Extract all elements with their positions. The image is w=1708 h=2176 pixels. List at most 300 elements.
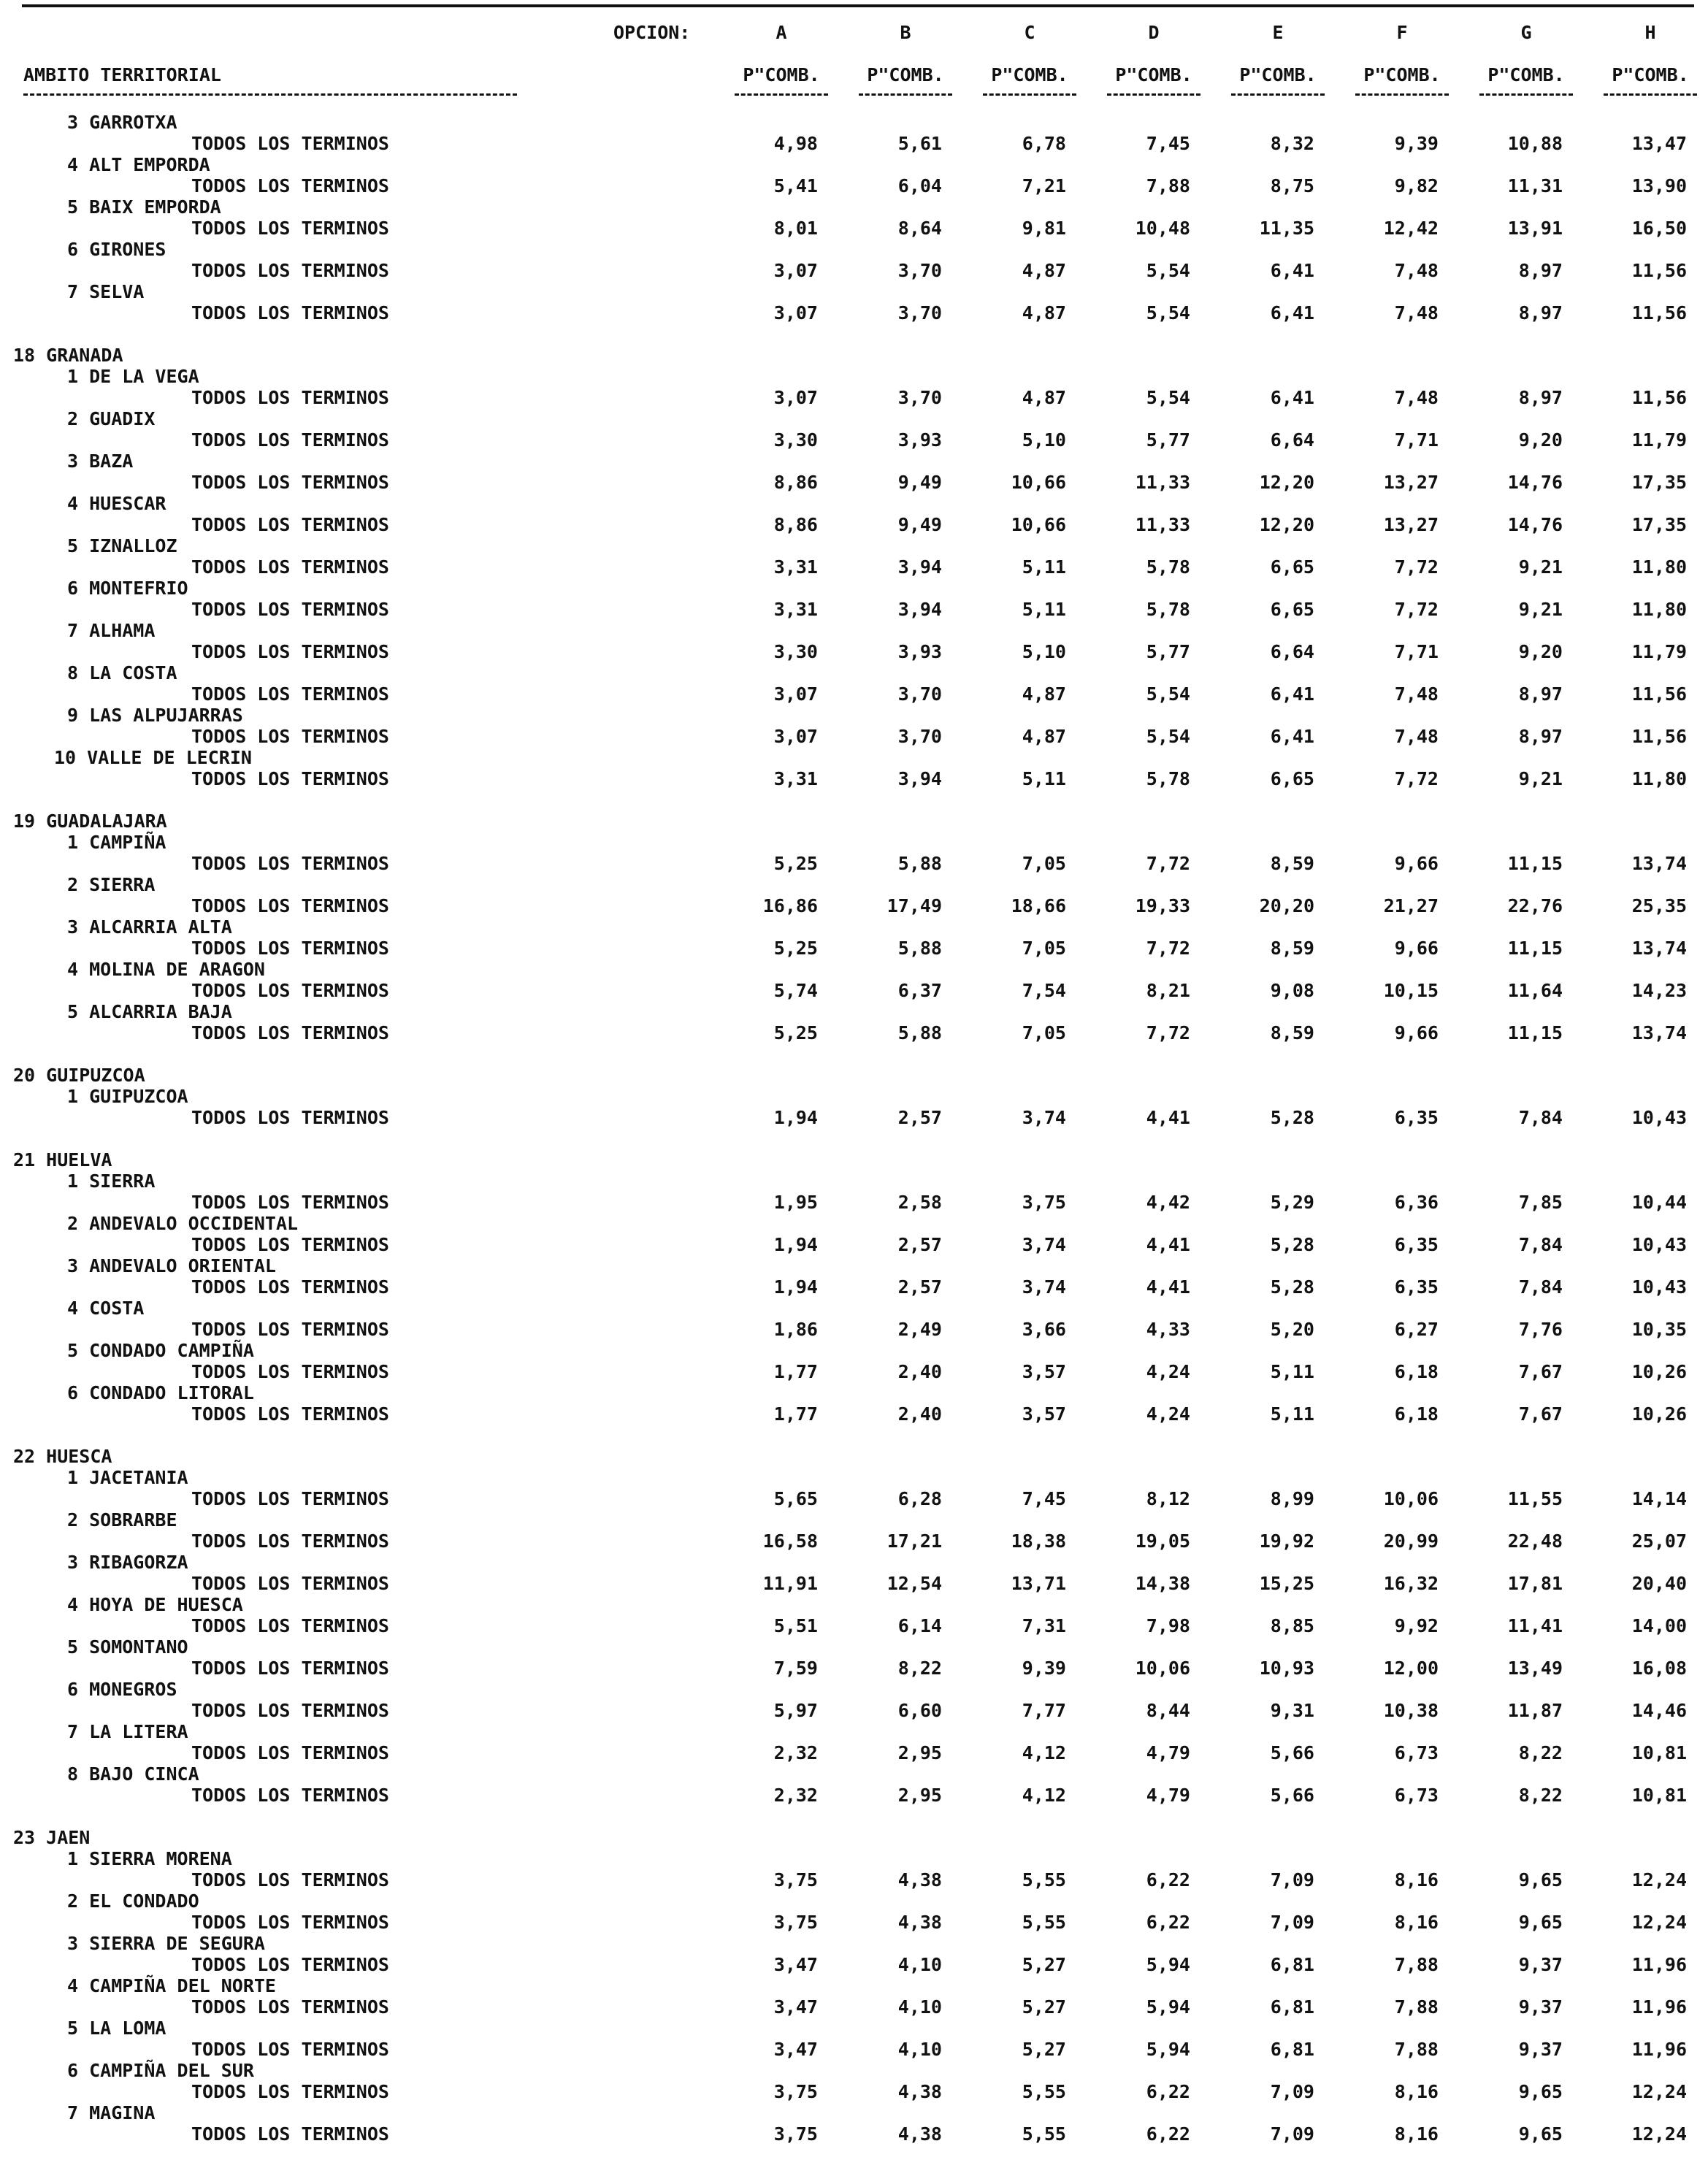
value-option-f: 10,38 (1383, 1700, 1439, 1721)
value-option-g: 11,55 (1507, 1488, 1563, 1509)
value-option-a: 3,30 (773, 641, 818, 662)
value-option-b: 6,60 (897, 1700, 942, 1721)
comarca-row (0, 154, 1708, 175)
value-option-b: 5,61 (897, 133, 942, 154)
value-option-h: 12,24 (1631, 1869, 1687, 1890)
comarca-label: 3 BAZA (67, 451, 134, 472)
value-option-b: 3,70 (897, 726, 942, 747)
terminos-row (0, 514, 1708, 535)
comarca-row (0, 1509, 1708, 1531)
value-option-f: 7,72 (1394, 768, 1439, 789)
value-option-g: 9,21 (1518, 599, 1563, 620)
value-option-f: 7,48 (1394, 726, 1439, 747)
value-option-g: 7,67 (1518, 1403, 1563, 1425)
value-option-h: 13,90 (1631, 175, 1687, 196)
value-option-e: 7,09 (1270, 1869, 1314, 1890)
terminos-row (0, 260, 1708, 281)
value-option-d: 8,12 (1146, 1488, 1190, 1509)
comarca-label: 9 LAS ALPUJARRAS (67, 705, 243, 726)
value-option-e: 5,11 (1270, 1403, 1314, 1425)
terminos-label: TODOS LOS TERMINOS (191, 768, 389, 789)
value-option-h: 11,96 (1631, 2039, 1687, 2060)
terminos-row (0, 599, 1708, 620)
value-option-e: 12,20 (1259, 514, 1314, 535)
value-option-d: 19,05 (1135, 1531, 1190, 1552)
province-row (0, 1446, 1708, 1467)
value-option-b: 2,40 (897, 1361, 942, 1382)
comarca-row (0, 1552, 1708, 1573)
value-option-d: 5,77 (1146, 641, 1190, 662)
value-option-g: 9,65 (1518, 2081, 1563, 2102)
terminos-row (0, 895, 1708, 916)
value-option-b: 8,64 (897, 218, 942, 239)
terminos-label: TODOS LOS TERMINOS (191, 1107, 389, 1128)
value-option-a: 3,30 (773, 429, 818, 451)
value-option-h: 13,74 (1631, 1022, 1687, 1043)
value-option-g: 11,87 (1507, 1700, 1563, 1721)
value-option-d: 5,77 (1146, 429, 1190, 451)
value-option-b: 2,49 (897, 1319, 942, 1340)
value-option-h: 14,14 (1631, 1488, 1687, 1509)
terminos-label: TODOS LOS TERMINOS (191, 1658, 389, 1679)
comarca-row (0, 1763, 1708, 1785)
value-option-e: 6,41 (1270, 726, 1314, 747)
value-option-b: 3,70 (897, 683, 942, 705)
terminos-label: TODOS LOS TERMINOS (191, 175, 389, 196)
value-option-f: 13,27 (1383, 472, 1439, 493)
value-option-c: 5,55 (1022, 1912, 1066, 1933)
comarca-label: 1 CAMPIÑA (67, 832, 166, 853)
comarca-row (0, 239, 1708, 260)
value-option-a: 3,07 (773, 302, 818, 323)
value-option-c: 5,27 (1022, 1996, 1066, 2018)
terminos-row (0, 1573, 1708, 1594)
comarca-row (0, 1848, 1708, 1869)
value-option-a: 3,75 (773, 1912, 818, 1933)
value-option-f: 13,27 (1383, 514, 1439, 535)
value-option-c: 18,66 (1011, 895, 1066, 916)
value-option-f: 6,35 (1394, 1276, 1439, 1298)
value-option-c: 4,87 (1022, 260, 1066, 281)
value-option-f: 9,66 (1394, 853, 1439, 874)
value-option-c: 5,11 (1022, 768, 1066, 789)
value-option-h: 10,43 (1631, 1234, 1687, 1255)
option-letter-f: F (1396, 22, 1408, 43)
value-option-d: 6,22 (1146, 2123, 1190, 2145)
comarca-label: 6 CONDADO LITORAL (67, 1382, 254, 1403)
terminos-label: TODOS LOS TERMINOS (191, 2039, 389, 2060)
option-letter-c: C (1024, 22, 1035, 43)
value-option-e: 19,92 (1259, 1531, 1314, 1552)
terminos-row (0, 1531, 1708, 1552)
value-option-a: 5,25 (773, 938, 818, 959)
value-option-f: 10,15 (1383, 980, 1439, 1001)
province-label: 18 GRANADA (13, 345, 123, 366)
comarca-label: 8 LA COSTA (67, 662, 177, 683)
option-letter-b: B (900, 22, 911, 43)
value-option-e: 6,65 (1270, 556, 1314, 578)
value-option-h: 11,80 (1631, 599, 1687, 620)
value-option-f: 21,27 (1383, 895, 1439, 916)
terminos-label: TODOS LOS TERMINOS (191, 260, 389, 281)
value-option-d: 5,54 (1146, 726, 1190, 747)
value-option-d: 4,79 (1146, 1742, 1190, 1763)
value-option-f: 8,16 (1394, 2081, 1439, 2102)
comarca-row (0, 662, 1708, 683)
value-option-a: 3,31 (773, 599, 818, 620)
comarca-label: 4 COSTA (67, 1298, 145, 1319)
province-label: 23 JAEN (13, 1827, 91, 1848)
value-option-d: 4,33 (1146, 1319, 1190, 1340)
value-option-h: 25,07 (1631, 1531, 1687, 1552)
value-option-g: 8,97 (1518, 387, 1563, 408)
option-underline-e (1231, 93, 1325, 96)
comarca-row (0, 112, 1708, 133)
terminos-label: TODOS LOS TERMINOS (191, 556, 389, 578)
value-option-b: 4,38 (897, 1912, 942, 1933)
value-option-c: 4,87 (1022, 302, 1066, 323)
comarca-label: 2 EL CONDADO (67, 1890, 199, 1912)
terminos-label: TODOS LOS TERMINOS (191, 895, 389, 916)
option-underline-b (859, 93, 952, 96)
comarca-label: 4 CAMPIÑA DEL NORTE (67, 1975, 276, 1996)
value-option-b: 4,10 (897, 1996, 942, 2018)
value-option-c: 5,27 (1022, 2039, 1066, 2060)
comarca-label: 5 ALCARRIA BAJA (67, 1001, 232, 1022)
comarca-label: 6 MONEGROS (67, 1679, 177, 1700)
terminos-label: TODOS LOS TERMINOS (191, 1361, 389, 1382)
value-option-f: 7,48 (1394, 387, 1439, 408)
value-option-b: 2,40 (897, 1403, 942, 1425)
option-underline-c (983, 93, 1076, 96)
value-option-f: 7,48 (1394, 260, 1439, 281)
terminos-row (0, 1742, 1708, 1763)
ambito-territorial-label: AMBITO TERRITORIAL (23, 64, 221, 85)
terminos-row (0, 853, 1708, 874)
comarca-row (0, 2102, 1708, 2123)
province-label: 20 GUIPUZCOA (13, 1065, 145, 1086)
value-option-f: 7,48 (1394, 683, 1439, 705)
value-option-g: 22,48 (1507, 1531, 1563, 1552)
value-option-c: 3,74 (1022, 1276, 1066, 1298)
value-option-c: 6,78 (1022, 133, 1066, 154)
comarca-label: 1 SIERRA (67, 1171, 156, 1192)
comarca-row (0, 1933, 1708, 1954)
comarca-label: 5 SOMONTANO (67, 1636, 188, 1658)
value-option-a: 3,47 (773, 1996, 818, 2018)
comarca-row (0, 1255, 1708, 1276)
value-option-g: 8,97 (1518, 302, 1563, 323)
terminos-label: TODOS LOS TERMINOS (191, 1573, 389, 1594)
comarca-label: 3 GARROTXA (67, 112, 177, 133)
terminos-label: TODOS LOS TERMINOS (191, 1403, 389, 1425)
value-option-h: 14,23 (1631, 980, 1687, 1001)
value-option-a: 3,47 (773, 1954, 818, 1975)
value-option-h: 16,50 (1631, 218, 1687, 239)
value-option-f: 9,39 (1394, 133, 1439, 154)
value-option-f: 7,88 (1394, 1954, 1439, 1975)
province-label: 21 HUELVA (13, 1149, 112, 1171)
value-option-f: 7,71 (1394, 641, 1439, 662)
value-option-e: 7,09 (1270, 2123, 1314, 2145)
value-option-g: 9,37 (1518, 1996, 1563, 2018)
terminos-label: TODOS LOS TERMINOS (191, 2081, 389, 2102)
terminos-row (0, 1869, 1708, 1890)
terminos-row (0, 2039, 1708, 2060)
value-option-h: 11,56 (1631, 302, 1687, 323)
value-option-f: 6,73 (1394, 1742, 1439, 1763)
terminos-row (0, 302, 1708, 323)
value-option-f: 6,73 (1394, 1785, 1439, 1806)
value-option-h: 13,74 (1631, 938, 1687, 959)
value-option-h: 10,43 (1631, 1107, 1687, 1128)
value-option-g: 8,97 (1518, 726, 1563, 747)
value-option-e: 6,81 (1270, 1954, 1314, 1975)
value-option-g: 7,84 (1518, 1276, 1563, 1298)
terminos-label: TODOS LOS TERMINOS (191, 429, 389, 451)
comarca-row (0, 1636, 1708, 1658)
value-option-b: 3,93 (897, 641, 942, 662)
terminos-label: TODOS LOS TERMINOS (191, 302, 389, 323)
terminos-row (0, 1785, 1708, 1806)
value-option-d: 7,98 (1146, 1615, 1190, 1636)
province-row (0, 1827, 1708, 1848)
comarca-label: 10 VALLE DE LECRIN (54, 747, 252, 768)
value-option-h: 10,81 (1631, 1742, 1687, 1763)
value-option-a: 4,98 (773, 133, 818, 154)
province-label: 19 GUADALAJARA (13, 811, 167, 832)
value-option-f: 6,18 (1394, 1403, 1439, 1425)
value-option-h: 13,74 (1631, 853, 1687, 874)
value-option-h: 11,80 (1631, 556, 1687, 578)
province-row (0, 1149, 1708, 1171)
value-option-h: 12,24 (1631, 2081, 1687, 2102)
value-option-d: 11,33 (1135, 472, 1190, 493)
value-option-b: 5,88 (897, 853, 942, 874)
terminos-label: TODOS LOS TERMINOS (191, 1276, 389, 1298)
value-option-b: 4,38 (897, 1869, 942, 1890)
value-option-b: 6,14 (897, 1615, 942, 1636)
value-option-a: 5,65 (773, 1488, 818, 1509)
value-option-e: 7,09 (1270, 2081, 1314, 2102)
comarca-row (0, 832, 1708, 853)
terminos-row (0, 472, 1708, 493)
terminos-label: TODOS LOS TERMINOS (191, 683, 389, 705)
comarca-label: 4 HUESCAR (67, 493, 166, 514)
value-option-d: 5,78 (1146, 556, 1190, 578)
value-option-e: 6,65 (1270, 768, 1314, 789)
value-option-b: 4,10 (897, 1954, 942, 1975)
value-option-h: 10,35 (1631, 1319, 1687, 1340)
value-option-g: 7,85 (1518, 1192, 1563, 1213)
value-option-h: 20,40 (1631, 1573, 1687, 1594)
comarca-row (0, 1679, 1708, 1700)
value-option-h: 10,81 (1631, 1785, 1687, 1806)
value-option-f: 12,42 (1383, 218, 1439, 239)
value-option-e: 8,32 (1270, 133, 1314, 154)
comarca-row (0, 451, 1708, 472)
ambito-underline (23, 93, 517, 96)
terminos-row (0, 768, 1708, 789)
value-option-c: 7,05 (1022, 1022, 1066, 1043)
value-option-c: 3,57 (1022, 1403, 1066, 1425)
value-option-c: 7,05 (1022, 853, 1066, 874)
value-option-d: 4,41 (1146, 1276, 1190, 1298)
value-option-d: 4,42 (1146, 1192, 1190, 1213)
value-option-g: 11,15 (1507, 853, 1563, 874)
value-option-h: 11,56 (1631, 260, 1687, 281)
value-option-c: 4,12 (1022, 1742, 1066, 1763)
comarca-label: 2 ANDEVALO OCCIDENTAL (67, 1213, 299, 1234)
value-option-a: 1,86 (773, 1319, 818, 1340)
comarca-row (0, 408, 1708, 429)
value-option-f: 6,35 (1394, 1234, 1439, 1255)
value-option-a: 11,91 (762, 1573, 818, 1594)
terminos-label: TODOS LOS TERMINOS (191, 1996, 389, 2018)
value-option-d: 4,24 (1146, 1403, 1190, 1425)
comarca-row (0, 2018, 1708, 2039)
value-option-h: 11,96 (1631, 1954, 1687, 1975)
comarca-row (0, 366, 1708, 387)
terminos-label: TODOS LOS TERMINOS (191, 1954, 389, 1975)
comarca-label: 5 BAIX EMPORDA (67, 196, 221, 218)
value-option-e: 6,64 (1270, 641, 1314, 662)
terminos-row (0, 1658, 1708, 1679)
value-option-e: 7,09 (1270, 1912, 1314, 1933)
value-option-a: 1,95 (773, 1192, 818, 1213)
terminos-label: TODOS LOS TERMINOS (191, 387, 389, 408)
option-sub-b: P"COMB. (867, 64, 944, 85)
terminos-label: TODOS LOS TERMINOS (191, 514, 389, 535)
value-option-d: 5,94 (1146, 2039, 1190, 2060)
value-option-g: 9,20 (1518, 429, 1563, 451)
value-option-a: 3,07 (773, 387, 818, 408)
value-option-f: 7,88 (1394, 2039, 1439, 2060)
value-option-f: 9,66 (1394, 938, 1439, 959)
option-sub-a: P"COMB. (743, 64, 820, 85)
value-option-h: 11,80 (1631, 768, 1687, 789)
value-option-d: 5,94 (1146, 1996, 1190, 2018)
value-option-h: 16,08 (1631, 1658, 1687, 1679)
value-option-b: 2,95 (897, 1785, 942, 1806)
value-option-a: 16,58 (762, 1531, 818, 1552)
value-option-a: 2,32 (773, 1742, 818, 1763)
value-option-g: 9,65 (1518, 1869, 1563, 1890)
comarca-label: 5 IZNALLOZ (67, 535, 177, 556)
value-option-e: 6,81 (1270, 2039, 1314, 2060)
value-option-e: 9,31 (1270, 1700, 1314, 1721)
value-option-f: 8,16 (1394, 1912, 1439, 1933)
comarca-label: 3 ANDEVALO ORIENTAL (67, 1255, 276, 1276)
value-option-a: 3,75 (773, 1869, 818, 1890)
value-option-a: 5,74 (773, 980, 818, 1001)
value-option-b: 2,57 (897, 1234, 942, 1255)
value-option-d: 7,45 (1146, 133, 1190, 154)
province-row (0, 345, 1708, 366)
option-letter-h: H (1644, 22, 1656, 43)
value-option-d: 19,33 (1135, 895, 1190, 916)
value-option-b: 5,88 (897, 1022, 942, 1043)
value-option-c: 5,27 (1022, 1954, 1066, 1975)
value-option-d: 11,33 (1135, 514, 1190, 535)
value-option-g: 9,37 (1518, 1954, 1563, 1975)
comarca-label: 6 CAMPIÑA DEL SUR (67, 2060, 254, 2081)
comarca-row (0, 959, 1708, 980)
value-option-g: 9,20 (1518, 641, 1563, 662)
comarca-row (0, 2060, 1708, 2081)
value-option-b: 2,57 (897, 1276, 942, 1298)
value-option-h: 10,26 (1631, 1361, 1687, 1382)
value-option-d: 5,54 (1146, 387, 1190, 408)
value-option-a: 5,97 (773, 1700, 818, 1721)
value-option-b: 17,49 (886, 895, 942, 916)
value-option-a: 16,86 (762, 895, 818, 916)
comarca-label: 7 SELVA (67, 281, 145, 302)
comarca-label: 1 SIERRA MORENA (67, 1848, 232, 1869)
value-option-d: 4,79 (1146, 1785, 1190, 1806)
top-rule (22, 4, 1694, 7)
value-option-b: 6,04 (897, 175, 942, 196)
terminos-row (0, 1488, 1708, 1509)
terminos-row (0, 641, 1708, 662)
option-sub-g: P"COMB. (1487, 64, 1565, 85)
comarca-label: 3 ALCARRIA ALTA (67, 916, 232, 938)
value-option-f: 6,36 (1394, 1192, 1439, 1213)
value-option-h: 25,35 (1631, 895, 1687, 916)
value-option-f: 10,06 (1383, 1488, 1439, 1509)
value-option-h: 17,35 (1631, 514, 1687, 535)
value-option-a: 1,77 (773, 1403, 818, 1425)
value-option-e: 6,65 (1270, 599, 1314, 620)
value-option-a: 5,51 (773, 1615, 818, 1636)
terminos-row (0, 683, 1708, 705)
comarca-row (0, 1594, 1708, 1615)
value-option-d: 6,22 (1146, 1869, 1190, 1890)
value-option-a: 1,77 (773, 1361, 818, 1382)
terminos-row (0, 1996, 1708, 2018)
value-option-b: 5,88 (897, 938, 942, 959)
value-option-b: 17,21 (886, 1531, 942, 1552)
comarca-label: 7 MAGINA (67, 2102, 156, 2123)
value-option-h: 12,24 (1631, 1912, 1687, 1933)
comarca-row (0, 1086, 1708, 1107)
terminos-row (0, 1615, 1708, 1636)
value-option-a: 3,75 (773, 2081, 818, 2102)
value-option-c: 4,87 (1022, 683, 1066, 705)
comarca-row (0, 1975, 1708, 1996)
value-option-g: 9,37 (1518, 2039, 1563, 2060)
option-underline-h (1604, 93, 1697, 96)
comarca-label: 1 GUIPUZCOA (67, 1086, 188, 1107)
value-option-d: 5,78 (1146, 599, 1190, 620)
comarca-row (0, 1001, 1708, 1022)
value-option-b: 2,58 (897, 1192, 942, 1213)
value-option-g: 8,97 (1518, 683, 1563, 705)
terminos-label: TODOS LOS TERMINOS (191, 980, 389, 1001)
value-option-g: 11,41 (1507, 1615, 1563, 1636)
terminos-row (0, 387, 1708, 408)
terminos-row (0, 218, 1708, 239)
terminos-label: TODOS LOS TERMINOS (191, 2123, 389, 2145)
value-option-g: 9,21 (1518, 768, 1563, 789)
value-option-e: 6,81 (1270, 1996, 1314, 2018)
value-option-g: 9,21 (1518, 556, 1563, 578)
terminos-row (0, 556, 1708, 578)
terminos-row (0, 1700, 1708, 1721)
comarca-row (0, 620, 1708, 641)
value-option-a: 3,07 (773, 726, 818, 747)
comarca-row (0, 1721, 1708, 1742)
